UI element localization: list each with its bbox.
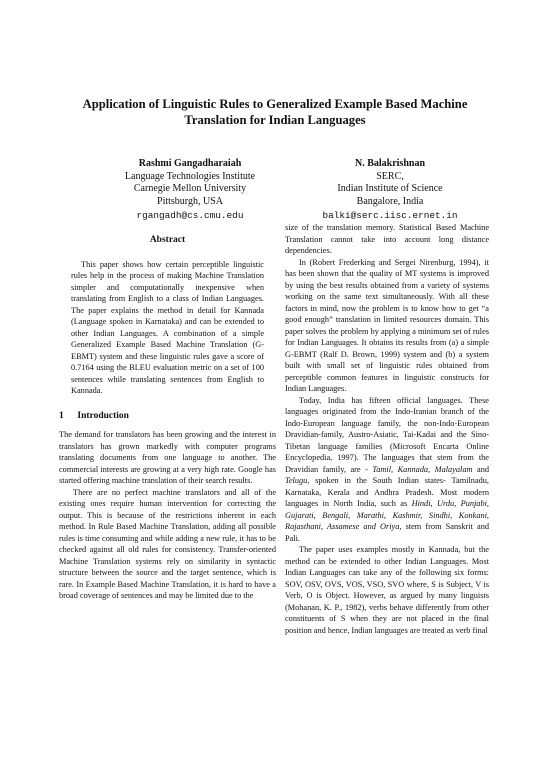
telugu-language: Telugu [285,476,308,485]
languages-text-b: , spoken in the South Indian states- Tamilnadu, Karnataka, Kerala and Andhra Pradesh. Most modern languages in North India, such as [285,476,489,508]
author-affiliation: SERC, [376,170,404,182]
right-column [285,222,489,636]
author-2 [290,158,490,223]
languages-and: and [472,464,489,474]
author-location: Pittsburgh, USA [157,195,223,207]
section-number: 1 [59,410,64,421]
author-email: balki@serc.iisc.ernet.in [322,210,458,221]
section-title: Introduction [77,410,129,421]
dravidian-languages: Tamil, Kannada, Malayalam [372,464,473,474]
abstract-heading: Abstract [149,235,186,245]
author-name: Rashmi Gangadharaiah [138,158,242,169]
abstract-text: This paper shows how certain perceptible linguistic rules help in the process of making Machine Translation simpler and computationally inexpensive when translating from English to a class of Indian Languages. The paper explains the method in detail for Kannada (Language spoken in Karnataka) and can be extended to other Indian Languages. A combination of a simple Generalized Example Based Machine Translation (G-EBMT) system and these linguistic rules gave a score of 0.7164 using the BLEU evaluation metric on a set of 100 sentences while translating sentences from English to Kannada. [71,259,264,395]
author-institution: Carnegie Mellon University [133,183,247,194]
intro-paragraph-3: size of the translation memory. Statistical Based Machine Translation cannot take into account long distance dependencies. [285,223,489,255]
author-name: N. Balakrishnan [354,158,426,169]
intro-paragraph-6: The paper uses examples mostly in Kannada, but the method can be extended to other Indian Languages. Most Indian Languages can take any of the following six forms: SOV, OSV, OVS, VOS, VSO, SVO where, S is Subject, V is Verb, O is Object. However, as argued by many linguists (Mohanan, K. P., 1982), verbs behave differently from other constituents of S when they are not placed in the final position and hence, Indian languages are treated as verb final [285,545,489,635]
paper-title: Application of Linguistic Rules to Generalized Example Based Machine Translation for Indian Languages [82,97,468,127]
left-column [59,225,276,602]
north-indian-languages: Hindi, Urdu, Punjabi, Gujarati, Bengali, Marathi, Kashmir, Sindhi, Konkani, Rajasthani, Assamese and Oriya, [285,499,489,531]
author-1 [85,158,295,223]
author-affiliation: Language Technologies Institute [124,170,256,182]
intro-paragraph-1: The demand for translators has been growing and the interest in translators has grown markedly with computer programs translating documents from one language to another. The commercial interests are growing at a very high rate. Google has started offering machine translation of their search results. [59,430,276,485]
section-heading [59,411,276,423]
author-institution: Indian Institute of Science [337,183,443,194]
languages-text-a: Today, India has fifteen official languages. These languages originated from the Indo-Iranian branch of the Indo-European language family, the non-Indo-European Dravidian-family, Austro-Asiatic, Tai-Kadai and the Sino-Tibetan language families (Microsoft Encarta Online Encyclopedia, 1997). The languages that stem from the Dravidian family, are - [285,395,489,474]
intro-paragraph-5 [285,395,489,545]
author-location: Bangalore, India [356,195,424,207]
intro-paragraph-4: In (Robert Frederking and Sergei Nirenburg, 1994), it has been shown that the quality of MT systems is improved by using the best results obtained from a variety of systems working on the same text simultaneously. With all these factors in mind, now the problem is to know how to get “a good enough” translation in limited resources domain. This paper solves the problem by applying a minimum set of rules for Indian Languages. It obtains its results from (a) a simple G-EBMT (Ralf D. Brown, 1999) system and (b) a system built with small set of linguistic rules obtained from perceptible common features in linguistic constructs for Indian Languages. [285,257,489,393]
author-email: rgangadh@cs.cmu.edu [136,210,244,221]
intro-paragraph-2: There are no perfect machine translators and all of the existing ones require human intervention for correcting the output. This is because of the restrictions inherent in each method. In Rule Based Machine Translation, adding all possible rules is time consuming and while adding a new rule, it has to be checked against all old rules for consistency. Transfer-oriented Machine Translation systems rely on similarity in syntactic structure between the source and the target sentence, which is rare. In Example Based Machine Translation, it is hard to have a broad coverage of sentences and may be limited due to the [59,487,276,600]
languages-text-c: stem from Sanskrit and Pali. [285,522,489,543]
